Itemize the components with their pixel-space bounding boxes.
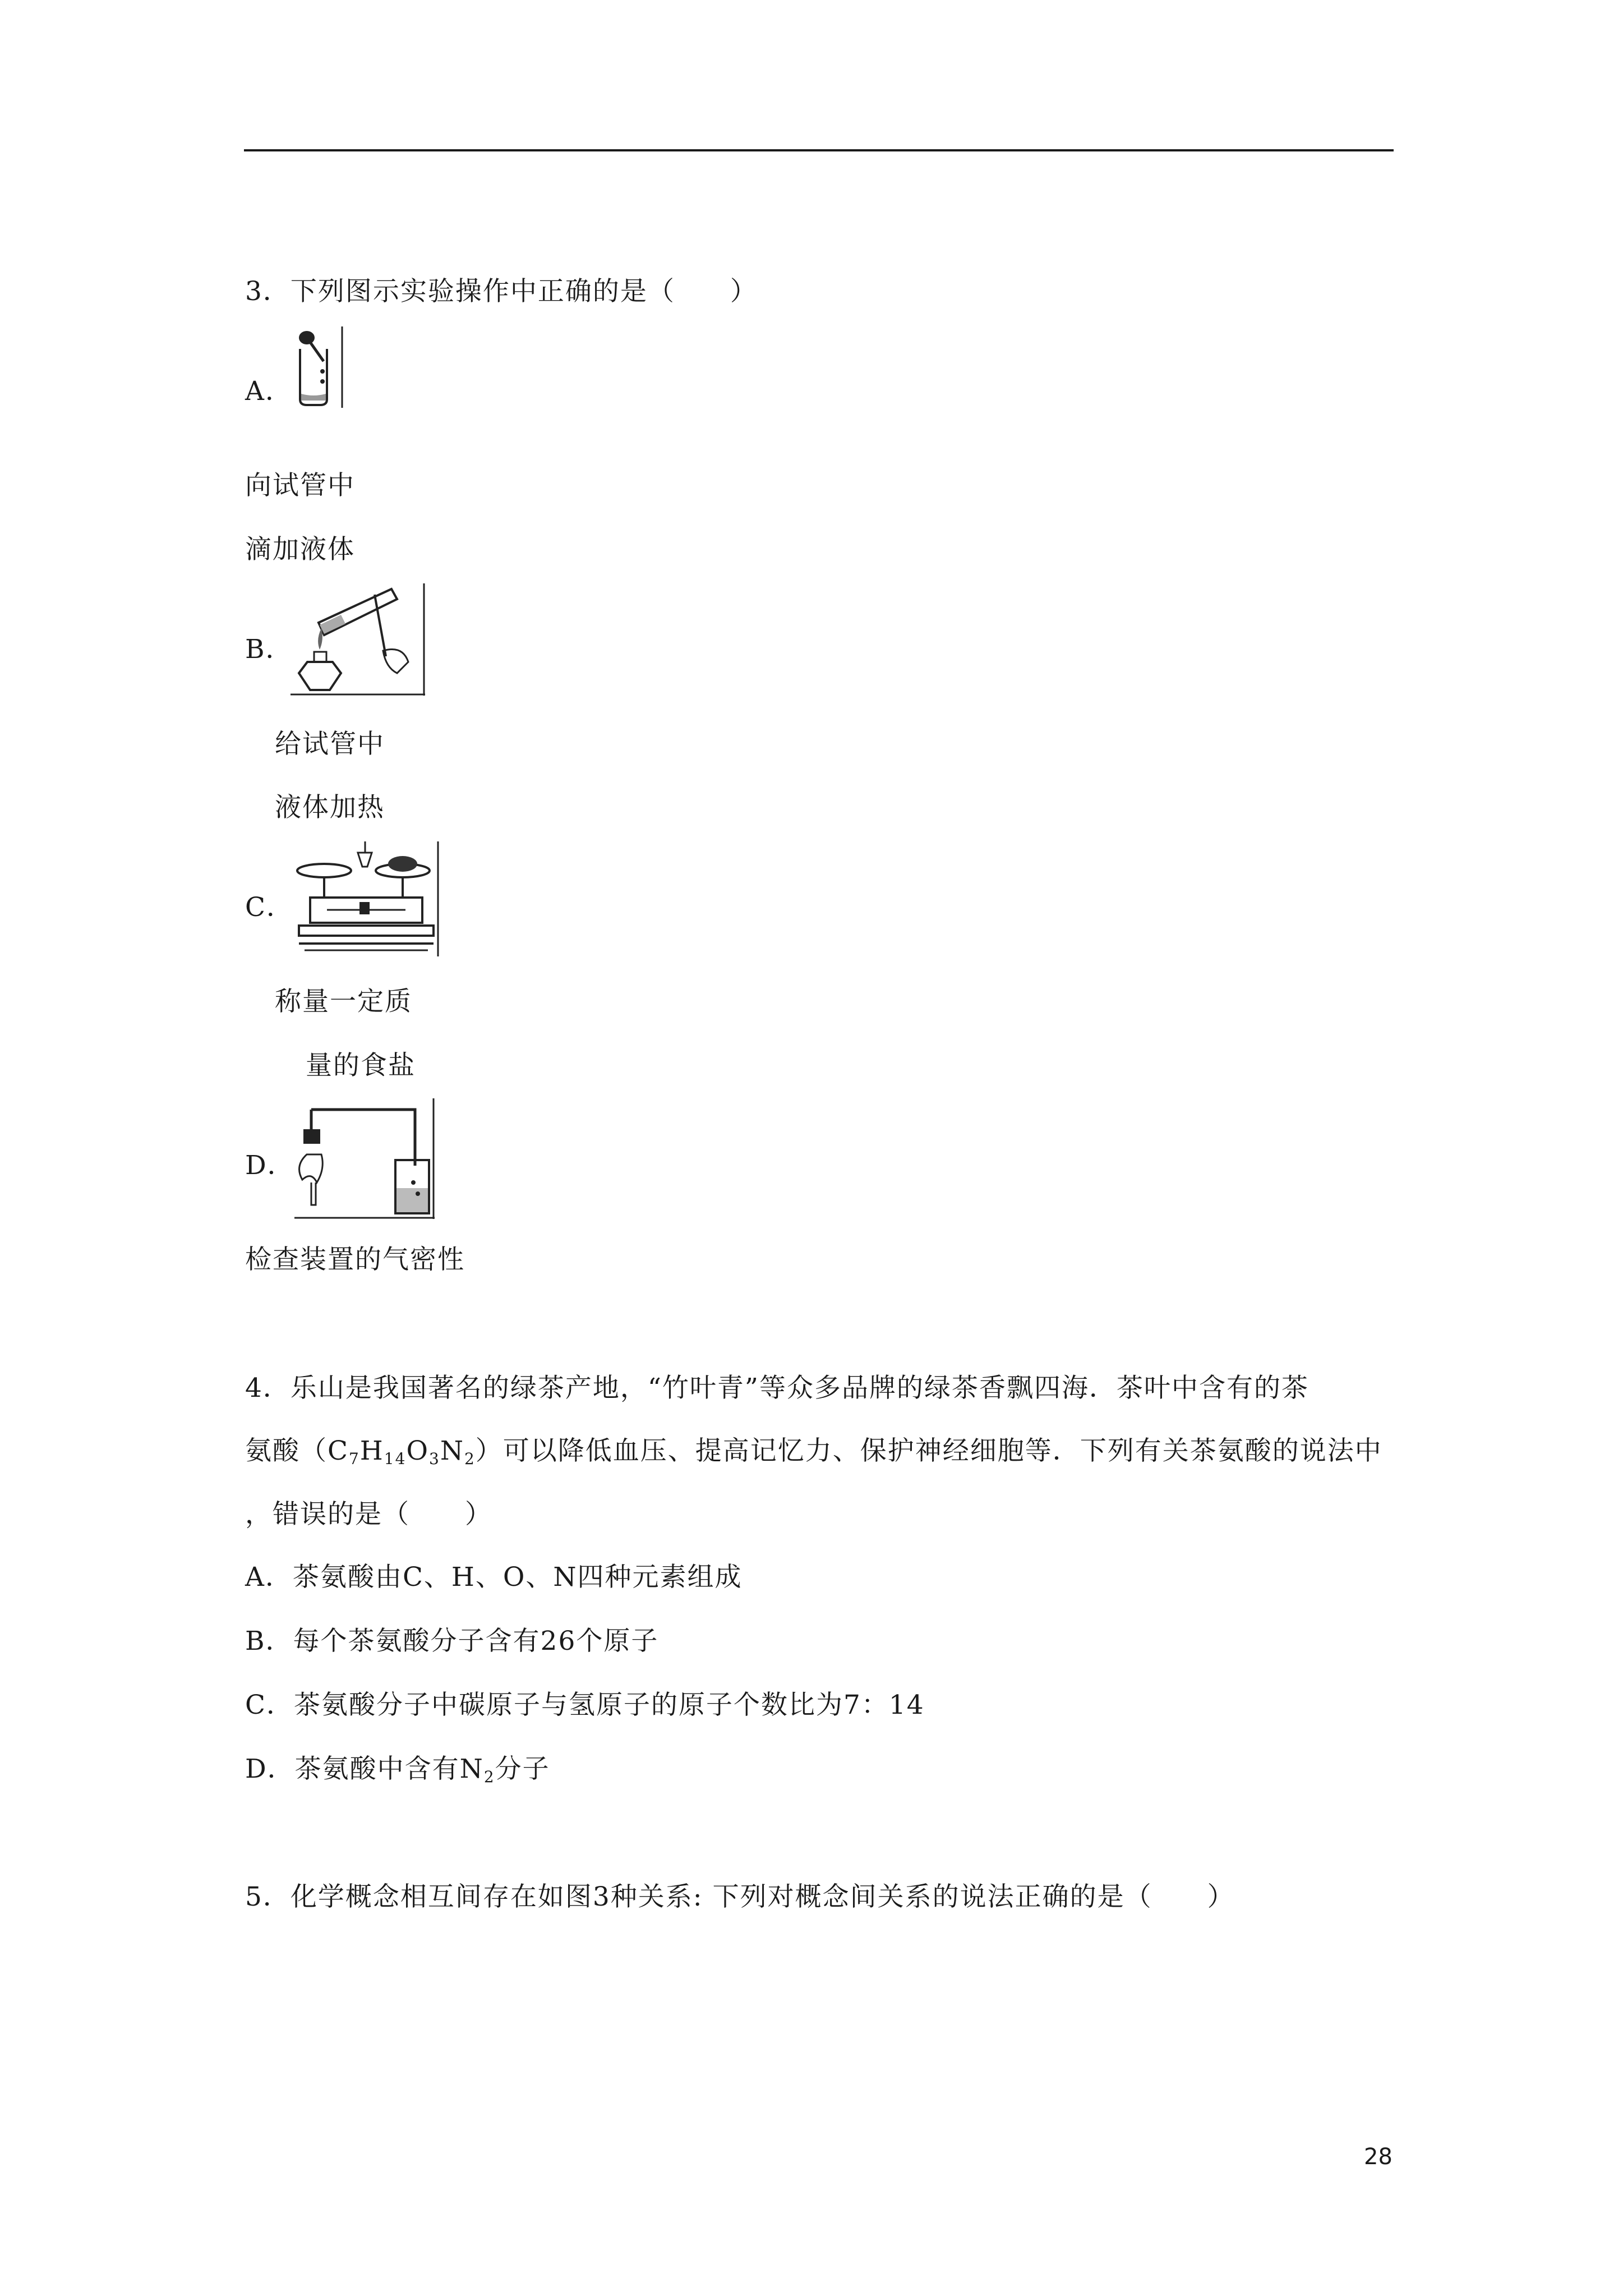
q4-option-d: D．茶氨酸中含有$N_2$分子 — [245, 1754, 550, 1786]
q3-option-a-caption-2: 滴加液体 — [245, 534, 355, 565]
q3-option-c-letter: C． — [245, 892, 294, 923]
q3-option-d-caption: 检查装置的气密性 — [245, 1244, 465, 1275]
figure-airtightness-apparatus — [294, 1098, 435, 1219]
q3-option-a-caption-1: 向试管中 — [245, 470, 355, 501]
page-number: 28 — [1364, 2144, 1393, 2170]
q3-option-c-caption-2: 量的食盐 — [306, 1050, 416, 1081]
figure-balance-scale — [293, 841, 439, 956]
q4-option-c: C．茶氨酸分子中碳原子与氢原子的原子个数比为7：14 — [245, 1690, 925, 1720]
q4-stem-line-1: 4．乐山是我国著名的绿茶产地，“竹叶青”等众多品牌的绿茶香飘四海．茶叶中含有的茶 — [245, 1373, 1309, 1404]
q4-option-a: A．茶氨酸由C、H、O、N四种元素组成 — [245, 1562, 743, 1593]
q5-stem: 5．化学概念相互间存在如图3种关系: 下列对概念间关系的说法正确的是（ ） — [245, 1881, 1235, 1912]
q4-stem-line-3: ，错误的是（ ） — [245, 1499, 492, 1530]
q3-option-a-letter: A． — [245, 376, 293, 407]
header-rule — [244, 149, 1394, 151]
q4-option-b: B．每个茶氨酸分子含有26个原子 — [245, 1626, 659, 1657]
q3-option-b-letter: B． — [245, 634, 293, 665]
q3-option-b-caption-2: 液体加热 — [275, 792, 385, 823]
figure-heating-test-tube — [291, 583, 425, 696]
q3-option-c-caption-1: 称量一定质 — [275, 986, 412, 1017]
figure-dropper-test-tube — [289, 326, 351, 408]
q3-option-d-letter: D． — [245, 1150, 295, 1181]
q3-option-b-caption-1: 给试管中 — [275, 729, 385, 760]
q3-stem: 3．下列图示实验操作中正确的是（ ） — [245, 276, 758, 307]
q4-stem-line-2: 氨酸$(C_7H_{14}O_3N_2)$可以降低血压、提高记忆力、保护神经细胞等．下列有关茶氨酸的说法中 — [245, 1435, 1382, 1468]
